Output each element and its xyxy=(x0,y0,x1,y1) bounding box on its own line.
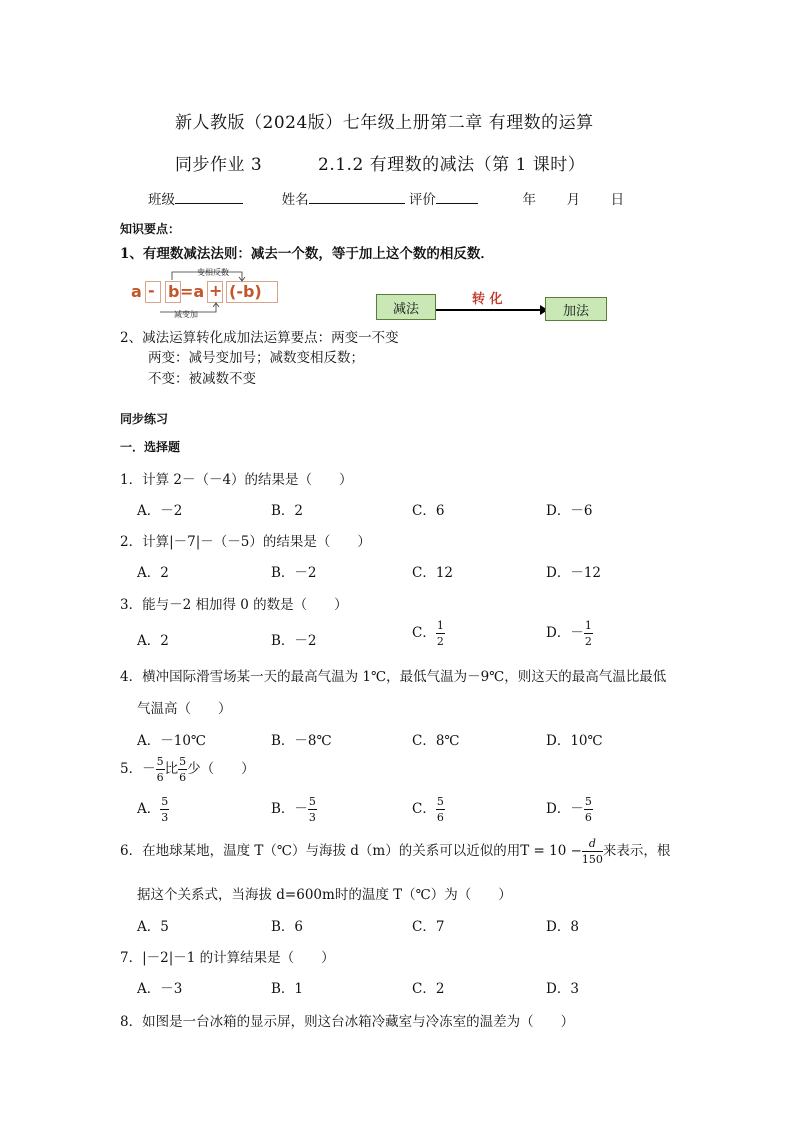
q1-option-d[interactable]: D．－6 xyxy=(546,503,593,519)
q2-option-d[interactable]: D．－12 xyxy=(546,565,602,581)
q1-option-a[interactable]: A．－2 xyxy=(137,503,183,519)
day-label: 日 xyxy=(610,192,625,208)
practice-heading: 同步练习 xyxy=(120,412,169,426)
q1-option-c[interactable]: C．6 xyxy=(412,503,445,519)
class-blank[interactable] xyxy=(175,191,243,204)
q3-option-c[interactable] xyxy=(412,620,445,647)
question-7: 7．|－2|－1 的计算结果是（ ） xyxy=(120,950,335,966)
month-label: 月 xyxy=(566,192,581,208)
q4-option-c[interactable]: C．8℃ xyxy=(412,733,460,749)
q5-option-a[interactable]: A． $\frac{5}{3}$ xyxy=(137,795,169,824)
q3-option-a[interactable]: A．2 xyxy=(137,633,169,649)
subtraction-rule: 1、有理数减法法则：减去一个数，等于加上这个数的相反数． xyxy=(120,246,494,262)
q5-option-d[interactable]: D．－ $\frac{5}{6}$ xyxy=(546,795,592,824)
q5-option-b[interactable]: B．－ $\frac{5}{3}$ xyxy=(271,795,316,824)
q5a-fraction: $\frac{5}{3}$ xyxy=(161,795,169,824)
worksheet-number: 同步作业 3 xyxy=(175,155,263,175)
q2-option-b[interactable]: B．－2 xyxy=(271,565,317,581)
question-1: 1．计算 2－（－4）的结果是（ ） xyxy=(120,472,353,488)
q5-fraction-1: $\frac{5}{6}$ xyxy=(156,755,164,784)
q7-option-d[interactable]: D．3 xyxy=(546,981,579,997)
q3d-fraction: $\frac{1}{2}$ xyxy=(584,619,592,648)
name-blank[interactable] xyxy=(309,191,405,204)
q7-option-c[interactable]: C．2 xyxy=(412,981,445,997)
question-8: 8．如图是一台冰箱的显示屏，则这台冰箱冷藏室与冷冻室的温差为（ ） xyxy=(120,1014,575,1030)
section-heading: 一．选择题 xyxy=(120,440,181,454)
q5-fraction-2: $\frac{5}{6}$ xyxy=(179,755,187,784)
q6-option-b[interactable]: B．6 xyxy=(271,919,304,935)
addition-box: 加法 xyxy=(545,297,607,321)
q3d-label: D．－ xyxy=(546,625,584,641)
student-info-line xyxy=(148,188,624,208)
lesson-title: 2.1.2 有理数的减法（第 1 课时） xyxy=(318,155,586,175)
minuend-a: a xyxy=(131,282,142,301)
year-label: 年 xyxy=(522,192,536,208)
question-4-cont: 气温高（ ） xyxy=(137,701,232,717)
q6-option-d[interactable]: D．8 xyxy=(546,919,579,935)
q1-option-b[interactable]: B．2 xyxy=(271,503,304,519)
q5d-fraction: $\frac{5}{6}$ xyxy=(584,795,592,824)
q3c-fraction: $\frac{1}{2}$ xyxy=(436,619,444,648)
q6-option-a[interactable]: A．5 xyxy=(137,919,169,935)
plus-sign: + xyxy=(209,281,223,300)
q6-fraction: $\frac{d}{150}$ xyxy=(581,837,603,866)
subtraction-box: 减法 xyxy=(376,294,436,320)
q6-option-c[interactable]: C．7 xyxy=(412,919,445,935)
q4-option-d[interactable]: D．10℃ xyxy=(546,733,603,749)
conversion-label: 转 化 xyxy=(472,292,503,307)
equals-a: =a xyxy=(180,282,205,301)
minus-sign: - xyxy=(148,281,155,300)
q4-option-b[interactable]: B．－8℃ xyxy=(271,733,332,749)
question-3: 3．能与－2 相加得 0 的数是（ ） xyxy=(120,597,348,613)
q2-option-a[interactable]: A．2 xyxy=(137,565,169,581)
question-6-cont: 据这个关系式，当海拔 d=600m时的温度 T（℃）为（ ） xyxy=(137,887,512,903)
q3-option-d[interactable] xyxy=(546,620,593,647)
q5b-fraction: $\frac{5}{3}$ xyxy=(308,795,316,824)
sub-to-add-label: 减变加 xyxy=(174,310,198,319)
question-5: 5．－ $\frac{5}{6}$ 比 $\frac{5}{6}$ 少（ ） xyxy=(120,755,255,784)
question-4: 4．横冲国际滑雪场某一天的最高气温为 1℃，最低气温为－9℃，则这天的最高气温比最低 xyxy=(120,669,667,685)
q7-option-b[interactable]: B．1 xyxy=(271,981,304,997)
subtrahend-b: b xyxy=(168,282,180,301)
question-6: 6．在地球某地，温度 T（℃）与海拔 d（m）的关系可以近似的用T = 10 − $\frac{d}{150}$ 来表示，根 xyxy=(120,837,671,866)
q5-option-c[interactable]: C． $\frac{5}{6}$ xyxy=(412,795,444,824)
name-label: 姓名 xyxy=(281,192,309,208)
eval-blank[interactable] xyxy=(436,191,478,204)
q2-option-c[interactable]: C．12 xyxy=(412,565,454,581)
q3-option-b[interactable]: B．－2 xyxy=(271,633,317,649)
q4-option-a[interactable]: A．－10℃ xyxy=(137,733,207,749)
eval-label: 评价 xyxy=(408,192,436,208)
two-changes: 两变：减号变加号；减数变相反数； xyxy=(148,350,364,366)
page-title: 新人教版（2024版）七年级上册第二章 有理数的运算 xyxy=(175,113,594,133)
q3c-label: C． xyxy=(412,625,436,641)
negative-b: (-b) xyxy=(229,282,262,301)
q5c-fraction: $\frac{5}{6}$ xyxy=(436,795,444,824)
knowledge-heading: 知识要点： xyxy=(120,222,181,236)
q7-option-a[interactable]: A．－3 xyxy=(137,981,183,997)
opposite-label: 变相反数 xyxy=(197,268,229,277)
question-2: 2．计算|－7|－（－5）的结果是（ ） xyxy=(120,534,371,550)
conversion-rule: 2、减法运算转化成加法运算要点：两变一不变 xyxy=(120,330,399,346)
class-label: 班级 xyxy=(148,192,175,208)
one-unchanged: 不变：被减数不变 xyxy=(148,371,256,387)
